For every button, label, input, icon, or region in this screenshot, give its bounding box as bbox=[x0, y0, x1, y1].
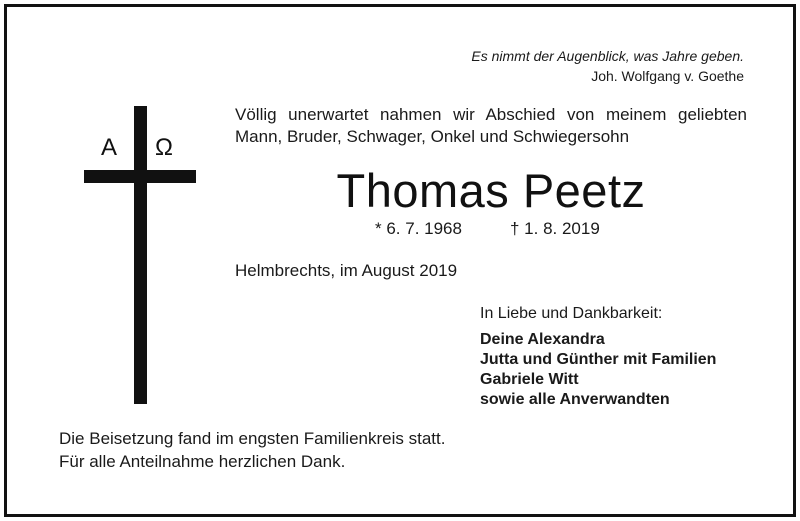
place-and-date: Helmbrechts, im August 2019 bbox=[235, 261, 458, 280]
cross-icon bbox=[84, 106, 196, 404]
signoff-label: In Liebe und Dankbarkeit: bbox=[480, 305, 663, 322]
birth-date: * 6. 7. 1968 bbox=[375, 219, 462, 238]
death-date: † 1. 8. 2019 bbox=[510, 219, 600, 238]
alpha-symbol: A bbox=[101, 134, 118, 161]
epigraph-author: Joh. Wolfgang v. Goethe bbox=[591, 68, 744, 84]
funeral-note: Die Beisetzung fand im engsten Familienkreis statt. bbox=[59, 429, 446, 448]
life-dates bbox=[375, 218, 600, 240]
mourner-name: Deine Alexandra bbox=[480, 331, 605, 348]
mourner-name: sowie alle Anverwandten bbox=[480, 391, 670, 408]
footer-note bbox=[59, 427, 445, 473]
mourner-name: Jutta und Günther mit Familien bbox=[480, 351, 717, 368]
deceased-name: Thomas Peetz bbox=[336, 164, 646, 217]
epigraph bbox=[344, 46, 744, 86]
signoff-block bbox=[480, 304, 780, 410]
mourner-name: Gabriele Witt bbox=[480, 371, 579, 388]
cross-horizontal-beam bbox=[84, 170, 196, 183]
intro-text: Völlig unerwartet nahmen wir Abschied von meinem geliebten Mann, Bruder, Schwager, Onkel und Schwiegersohn bbox=[235, 105, 747, 146]
thanks-note: Für alle Anteilnahme herzlichen Dank. bbox=[59, 452, 346, 471]
cross-vertical-beam bbox=[134, 106, 147, 404]
epigraph-text: Es nimmt der Augenblick, was Jahre geben. bbox=[471, 48, 744, 64]
omega-symbol: Ω bbox=[155, 134, 173, 161]
